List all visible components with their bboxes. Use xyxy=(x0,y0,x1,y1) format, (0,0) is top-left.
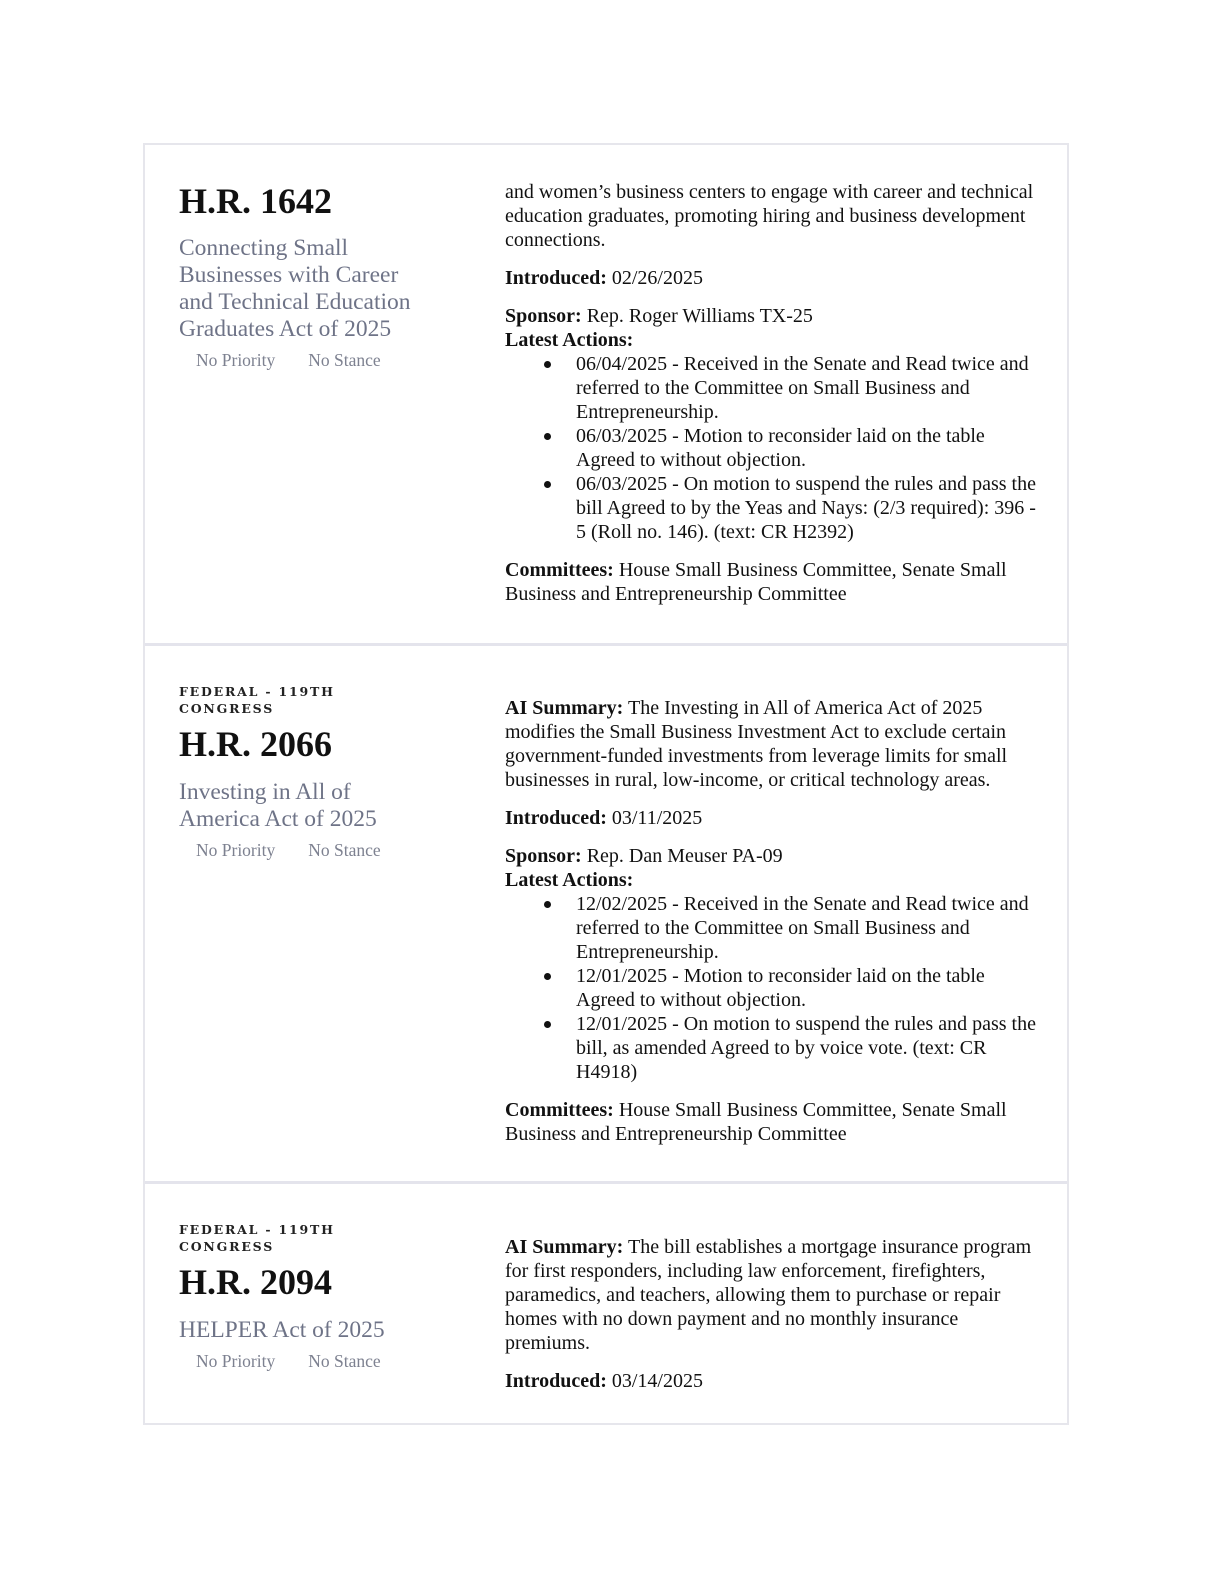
stance-tag[interactable]: No Stance xyxy=(308,840,381,860)
sponsor-name: Rep. Dan Meuser PA-09 xyxy=(586,845,783,867)
stance-tag[interactable]: No Stance xyxy=(308,1351,381,1371)
bill-title: Investing in All of America Act of 2025 xyxy=(179,779,377,832)
summary-row xyxy=(505,696,1040,792)
introduced-date: 03/14/2025 xyxy=(611,1370,703,1392)
bill-number[interactable]: H.R. 2094 xyxy=(179,1262,332,1302)
committees-row xyxy=(505,558,1040,606)
stance-tag[interactable]: No Stance xyxy=(308,350,381,370)
introduced-label: Introduced: xyxy=(505,267,607,289)
committees-text: House Small Business Committee, Senate Small Business and Entrepreneurship Committee xyxy=(505,1099,1007,1145)
sponsor-label: Sponsor: xyxy=(505,305,582,327)
bill-card xyxy=(145,145,1067,643)
committees-label: Committees: xyxy=(505,1099,614,1121)
bill-header xyxy=(179,1221,429,1372)
summary-text: The bill establishes a mortgage insurance program for first responders, including law enforcement, firefighters, paramedics, and teachers, allowing them to purchase or repair homes with no down payment and no monthly insurance premiums. xyxy=(505,1236,1032,1354)
bill-tags xyxy=(196,1350,429,1372)
latest-actions-list xyxy=(505,892,1040,1084)
committees-row xyxy=(505,1098,1040,1146)
latest-actions-list xyxy=(505,352,1040,544)
action-item: 06/04/2025 - Received in the Senate and Read twice and referred to the Committee on Small Business and Entrepreneurship. xyxy=(576,352,1040,424)
summary-row xyxy=(505,1235,1040,1355)
congress-label: FEDERAL - 119TH CONGRESS xyxy=(179,684,335,716)
bill-header xyxy=(179,181,429,371)
priority-tag[interactable]: No Priority xyxy=(196,840,276,860)
introduced-label: Introduced: xyxy=(505,807,607,829)
committees-text: House Small Business Committee, Senate Small Business and Entrepreneurship Committee xyxy=(505,559,1007,605)
bill-card xyxy=(145,643,1067,1181)
latest-actions-label: Latest Actions: xyxy=(505,869,634,891)
introduced-date: 03/11/2025 xyxy=(611,807,703,829)
bill-tags xyxy=(196,839,429,861)
bill-list xyxy=(143,143,1069,1425)
bill-details xyxy=(505,696,1040,1146)
sponsor-row xyxy=(505,304,1040,328)
sponsor-label: Sponsor: xyxy=(505,845,582,867)
bill-header xyxy=(179,683,429,861)
sponsor-row xyxy=(505,844,1040,868)
summary-text: and women’s business centers to engage with career and technical education graduates, promoting hiring and business development connections. xyxy=(505,181,1034,251)
introduced-label: Introduced: xyxy=(505,1370,607,1392)
priority-tag[interactable]: No Priority xyxy=(196,1351,276,1371)
action-item: 06/03/2025 - On motion to suspend the rules and pass the bill Agreed to by the Yeas and Nays: (2/3 required): 396 - 5 (Roll no. 146). (text: CR H2392) xyxy=(576,472,1040,544)
bill-number[interactable]: H.R. 2066 xyxy=(179,724,332,764)
bill-title: Connecting Small Businesses with Career and Technical Education Graduates Act of 2025 xyxy=(179,235,411,342)
introduced-row xyxy=(505,1369,1040,1393)
introduced-row xyxy=(505,806,1040,830)
introduced-row xyxy=(505,266,1040,290)
summary-label: AI Summary: xyxy=(505,697,624,719)
introduced-date: 02/26/2025 xyxy=(611,267,703,289)
action-item: 06/03/2025 - Motion to reconsider laid on the table Agreed to without objection. xyxy=(576,424,1040,472)
bill-number[interactable]: H.R. 1642 xyxy=(179,181,332,221)
bill-tags xyxy=(196,349,429,371)
action-item: 12/01/2025 - On motion to suspend the rules and pass the bill, as amended Agreed to by voice vote. (text: CR H4918) xyxy=(576,1012,1040,1084)
priority-tag[interactable]: No Priority xyxy=(196,350,276,370)
summary-label: AI Summary: xyxy=(505,1236,624,1258)
bill-card xyxy=(145,1181,1067,1425)
sponsor-name: Rep. Roger Williams TX-25 xyxy=(586,305,813,327)
action-item: 12/01/2025 - Motion to reconsider laid on the table Agreed to without objection. xyxy=(576,964,1040,1012)
latest-actions-label: Latest Actions: xyxy=(505,329,634,351)
bill-title: HELPER Act of 2025 xyxy=(179,1317,385,1343)
bill-details xyxy=(505,1235,1040,1393)
congress-label: FEDERAL - 119TH CONGRESS xyxy=(179,1222,335,1254)
bill-details xyxy=(505,180,1040,606)
committees-label: Committees: xyxy=(505,559,614,581)
action-item: 12/02/2025 - Received in the Senate and Read twice and referred to the Committee on Small Business and Entrepreneurship. xyxy=(576,892,1040,964)
summary-text: The Investing in All of America Act of 2025 modifies the Small Business Investment Act to exclude certain government-funded investments from leverage limits for small businesses in rural, low-income, or critical technology areas. xyxy=(505,697,1008,791)
